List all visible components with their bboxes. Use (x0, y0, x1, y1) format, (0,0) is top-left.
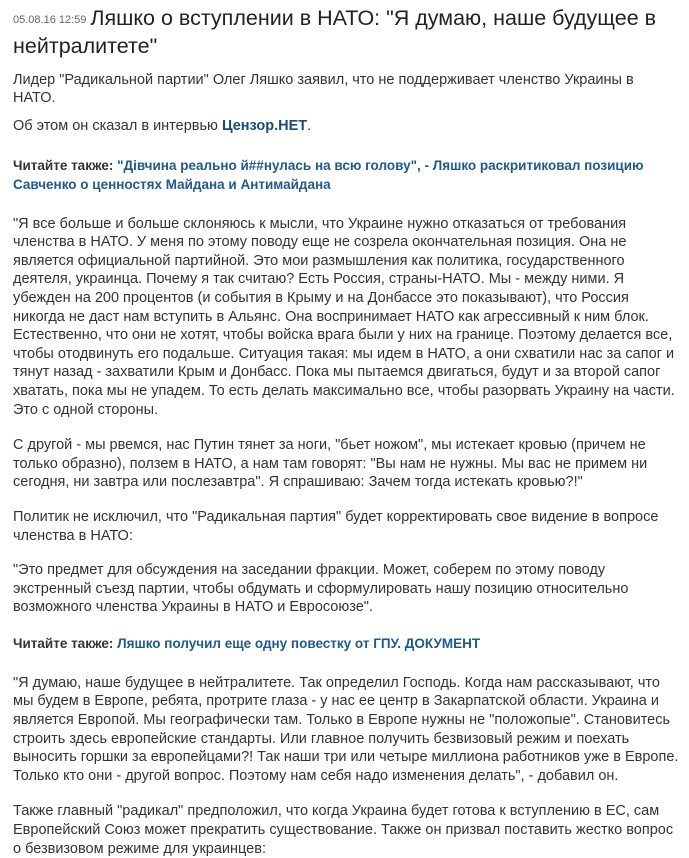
paragraph-2: С другой - мы рвемся, нас Путин тянет за ноги, "бьет ножом", мы истекает кровью (причем не только образно), ползем в НАТО, а нам там говорят: "Вы нам не нужны. Мы вас не примем ни сегодня, ни завтра или послезавтра". Я спрашиваю: Зачем тогда истекать кровью?!" (13, 437, 648, 491)
article-headline (13, 5, 679, 59)
source-prefix: Об этом он сказал в интервью (13, 118, 222, 134)
read-also-label: Читайте также: (13, 157, 118, 173)
read-also-link-1[interactable]: "Дівчина реально й##нулась на всю голову", - Ляшко раскритиковал позицию Савченко о ценностях Майдана и Антимайдана (13, 157, 644, 192)
article-lead: Лидер "Радикальной партии" Олег Ляшко заявил, что не поддерживает членство Украины в НАТО. (13, 72, 634, 106)
read-also-label: Читайте также: (13, 635, 118, 651)
source-link[interactable]: Цензор.НЕТ (221, 118, 308, 134)
article-title: Ляшко о вступлении в НАТО: "Я думаю, наше будущее в нейтралитете" (13, 6, 657, 58)
source-line (13, 117, 679, 136)
source-suffix: . (307, 118, 312, 134)
paragraph-5: "Я думаю, наше будущее в нейтралитете. Так определил Господь. Когда нам рассказывают, что мы будем в Европе, ребята, протрите глаза - у нас ее центр в Закарпатской области. Украина и является Европой. Мы географически там. Только в Европе нужны не "положопые". Становитесь строить здесь европейские стандарты. Или главное получить безвизовый режим и поехать выносить горшки за европейцами?! Так наши три или четыре миллиона работников уже в Европе. Только кто они - другой вопрос. Поэтому нам себя надо изменения делать", - добавил он. (13, 674, 679, 784)
read-also-block-2 (13, 634, 679, 653)
paragraph-6: Также главный "радикал" предположил, что когда Украина будет готова к вступлению в ЕС, сам Европейский Союз может прекратить существование. Также он призвал поставить жестко вопрос о безвизовом режиме для украинцев: (13, 803, 674, 857)
paragraph-1: "Я все больше и больше склоняюсь к мысли, что Украине нужно отказаться от требования членства в НАТО. У меня по этому поводу еще не созрела окончательная позиция. Она не является официальной партийной. Это мои размышления как политика, государственного деятеля, украинца. Почему я так считаю? Есть Россия, страны-НАТО. Мы - между ними. Я убежден на 200 процентов (и события в Крыму и на Донбассе это показывают), что Россия никогда не даст нам вступить в Альянс. Она воспринимает НАТО как агрессивный к ним блок. Естественно, что они не хотят, чтобы войска врага были у них на границе. Поэтому делается все, чтобы отодвинуть его подальше. Ситуация такая: мы идем в НАТО, а они схватили нас за сапог и тянут назад - захватили Крым и Донбасс. Пока мы пытаемся двигаться, будут и за второй сапог хватать, пока мы не упадем. То есть делать максимально все, чтобы разорвать Украину на части. Это с одной стороны. (13, 215, 675, 418)
publish-date: 05.08.16 12:59 (13, 14, 87, 26)
read-also-link-2[interactable]: Ляшко получил еще одну повестку от ГПУ. ДОКУМЕНТ (117, 635, 481, 651)
read-also-block-1 (13, 156, 679, 194)
paragraph-4: "Это предмет для обсуждения на заседании фракции. Может, соберем по этому поводу экстренный съезд партии, чтобы обдумать и сформулировать нашу позицию относительно возможного членства Украины в НАТО и Евросоюзе". (13, 562, 629, 616)
paragraph-3: Политик не исключил, что "Радикальная партия" будет корректировать свое видение в вопросе членства в НАТО: (13, 508, 659, 544)
